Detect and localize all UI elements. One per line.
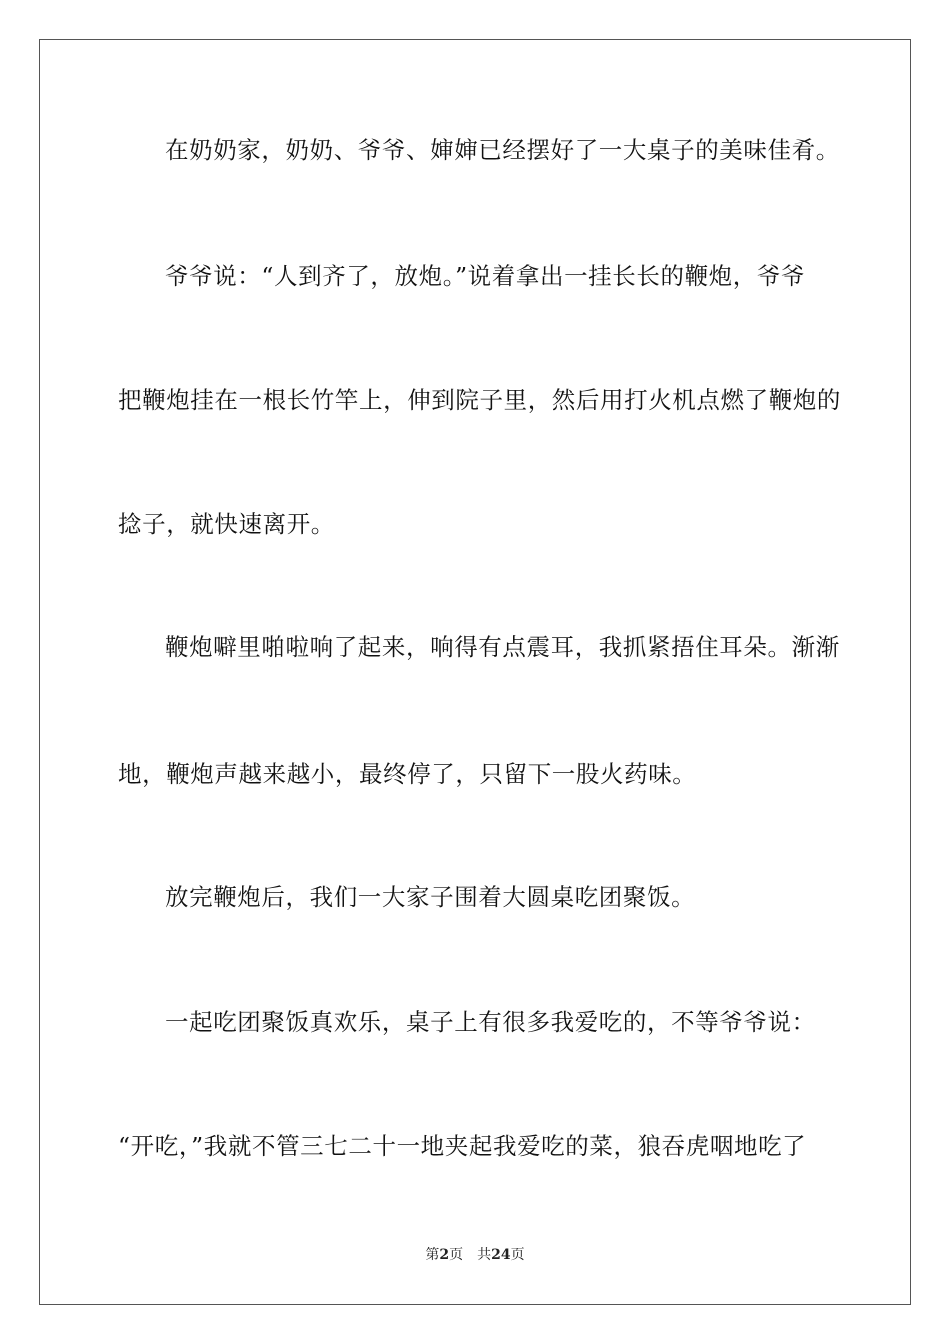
paragraph-line-7: 放完鞭炮后，我们一大家子围着大圆桌吃团聚饭。 <box>165 883 696 911</box>
page-current: 2 <box>439 1247 450 1263</box>
page-suffix: 页 <box>449 1247 464 1263</box>
page-prefix: 第 <box>425 1247 440 1263</box>
paragraph-line-9: “开吃，”我就不管三七二十一地夹起我爱吃的菜，狼吞虎咽地吃了 <box>118 1132 807 1160</box>
paragraph-line-4: 捻子，就快速离开。 <box>118 510 335 538</box>
total-suffix: 页 <box>510 1247 525 1263</box>
total-prefix: 共 <box>477 1247 492 1263</box>
paragraph-line-1: 在奶奶家，奶奶、爷爷、婶婶已经摆好了一大桌子的美味佳肴。 <box>165 136 840 164</box>
paragraph-line-8: 一起吃团聚饭真欢乐，桌子上有很多我爱吃的，不等爷爷说： <box>165 1008 816 1036</box>
paragraph-line-5: 鞭炮噼里啪啦响了起来，响得有点震耳，我抓紧捂住耳朵。渐渐 <box>165 633 840 661</box>
page-border <box>39 39 911 1305</box>
page-total: 24 <box>491 1247 511 1263</box>
paragraph-line-6: 地，鞭炮声越来越小，最终停了，只留下一股火药味。 <box>118 760 697 788</box>
paragraph-line-2: 爷爷说：“人到齐了，放炮。”说着拿出一挂长长的鞭炮，爷爷 <box>165 262 806 290</box>
page-footer <box>0 1246 950 1264</box>
paragraph-line-3: 把鞭炮挂在一根长竹竿上，伸到院子里，然后用打火机点燃了鞭炮的 <box>118 386 841 414</box>
